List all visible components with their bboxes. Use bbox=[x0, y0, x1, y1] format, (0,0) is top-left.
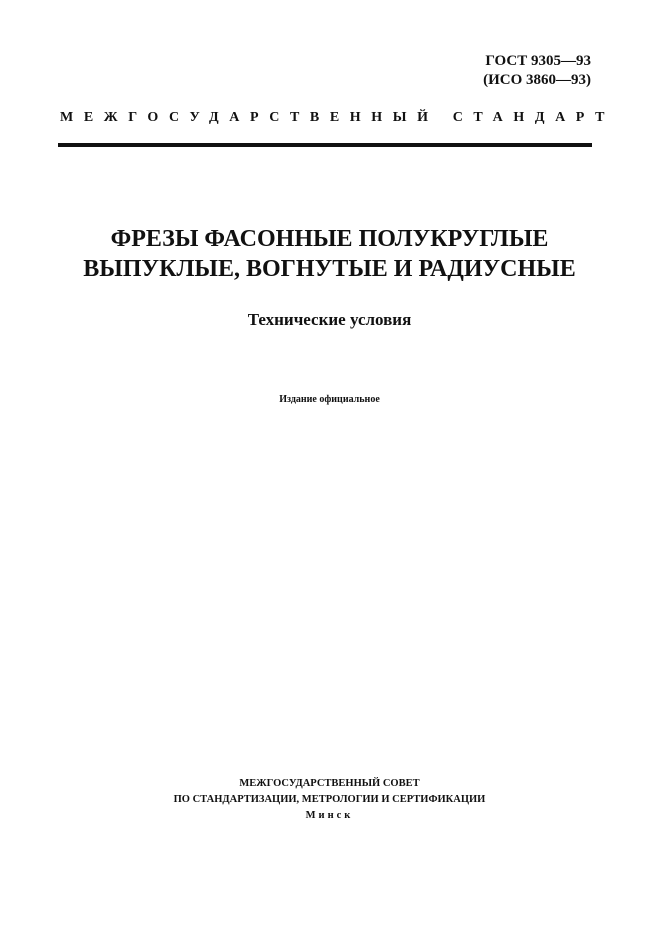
document-number-block bbox=[483, 52, 591, 90]
edition-note: Издание официальное bbox=[279, 394, 380, 405]
header-divider bbox=[58, 143, 592, 147]
title-line-1: ФРЕЗЫ ФАСОННЫЕ ПОЛУКРУГЛЫЕ bbox=[110, 226, 549, 252]
standard-type-heading: МЕЖГОСУДАРСТВЕННЫЙ СТАНДАРТ bbox=[60, 110, 616, 125]
gost-number: ГОСТ 9305—93 bbox=[485, 53, 591, 69]
publisher-city: Минск bbox=[305, 810, 354, 821]
document-title bbox=[0, 224, 659, 284]
publisher-line-1: МЕЖГОСУДАРСТВЕННЫЙ СОВЕТ bbox=[239, 778, 420, 789]
iso-number: (ИСО 3860—93) bbox=[483, 72, 591, 88]
title-line-2: ВЫПУКЛЫЕ, ВОГНУТЫЕ И РАДИУСНЫЕ bbox=[83, 256, 576, 282]
publisher-block bbox=[0, 776, 659, 824]
publisher-line-2: ПО СТАНДАРТИЗАЦИИ, МЕТРОЛОГИИ И СЕРТИФИКАЦИИ bbox=[173, 794, 486, 805]
document-subtitle: Технические условия bbox=[247, 310, 412, 329]
